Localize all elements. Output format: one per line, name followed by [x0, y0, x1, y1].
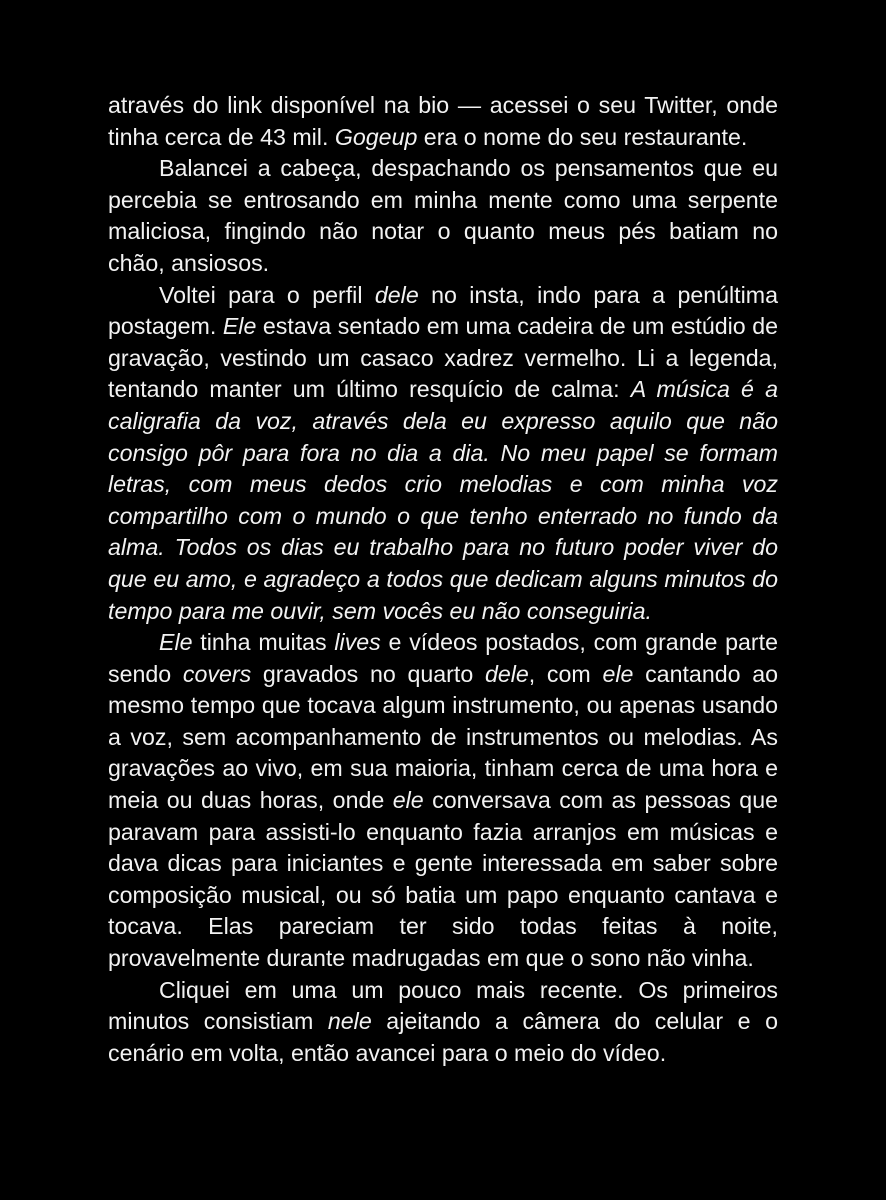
italic-text-run: Ele: [222, 313, 257, 340]
paragraph: [108, 90, 778, 153]
text-run: cantando ao mesmo tempo que tocava algum instrumento, ou apenas usando a voz, sem acompanhamento de instrumentos ou melodias. As gravações ao vivo, em sua maioria, tinham cerca de uma hora e meia ou duas horas, onde: [108, 660, 778, 814]
paragraph: [108, 280, 778, 628]
italic-text-run: Ele: [159, 629, 193, 656]
text-run: Balancei a cabeça, despachando os pensamentos que eu percebia se entrosando em minha mente como uma serpente maliciosa, fingindo não notar o quanto meus pés batiam no chão, ansiosos.: [108, 155, 778, 276]
italic-text-run: lives: [334, 629, 381, 656]
text-run: Voltei para o perfil: [159, 281, 375, 308]
paragraph: [108, 975, 778, 1070]
text-run: , com: [528, 660, 603, 687]
document-page: [108, 90, 778, 1069]
text-run: tinha muitas: [192, 629, 335, 656]
italic-text-run: nele: [327, 1008, 372, 1035]
text-run: conversava com as pessoas que paravam para assisti-lo enquanto fazia arranjos em músicas e dava dicas para iniciantes e gente interessada em saber sobre composição musical, ou só batia um papo enquanto cantava e tocava. Elas pareciam ter sido todas feitas à noite, provavelmente durante madrugadas em que o sono não vinha.: [108, 787, 778, 972]
text-run: era o nome do seu restaurante.: [417, 123, 748, 150]
text-run: no insta, indo para a penúltima postagem.: [108, 281, 778, 340]
text-run: Cliquei em uma um pouco mais recente. Os primeiros minutos consistiam: [108, 976, 778, 1035]
italic-text-run: ele: [392, 787, 424, 814]
italic-text-run: ele: [602, 660, 634, 687]
italic-text-run: dele: [374, 281, 419, 308]
paragraph: [108, 153, 778, 279]
text-run: estava sentado em uma cadeira de um estúdio de gravação, vestindo um casaco xadrez vermelho. Li a legenda, tentando manter um último resquício de calma:: [108, 313, 779, 403]
italic-text-run: Gogeup: [334, 123, 418, 150]
text-run: ajeitando a câmera do celular e o cenário em volta, então avancei para o meio do vídeo.: [108, 1008, 778, 1066]
text-run: gravados no quarto: [251, 660, 485, 687]
italic-text-run: dele: [484, 660, 529, 687]
text-run: e vídeos postados, com grande parte sendo: [108, 629, 778, 687]
italic-text-run: covers: [182, 660, 252, 687]
paragraph: [108, 627, 778, 975]
text-run: através do link disponível na bio — acessei o seu Twitter, onde tinha cerca de 43 mil.: [108, 92, 778, 150]
quoted-caption: A música é a caligrafia da voz, através dela eu expresso aquilo que não consigo pôr para fora no dia a dia. No meu papel se formam letras, com meus dedos crio melodias e com minha voz compartilho com o mundo o que tenho enterrado no fundo da alma. Todos os dias eu trabalho para no futuro poder viver do que eu amo, e agradeço a todos que dedicam alguns minutos do tempo para me ouvir, sem vocês eu não conseguiria.: [108, 376, 778, 624]
